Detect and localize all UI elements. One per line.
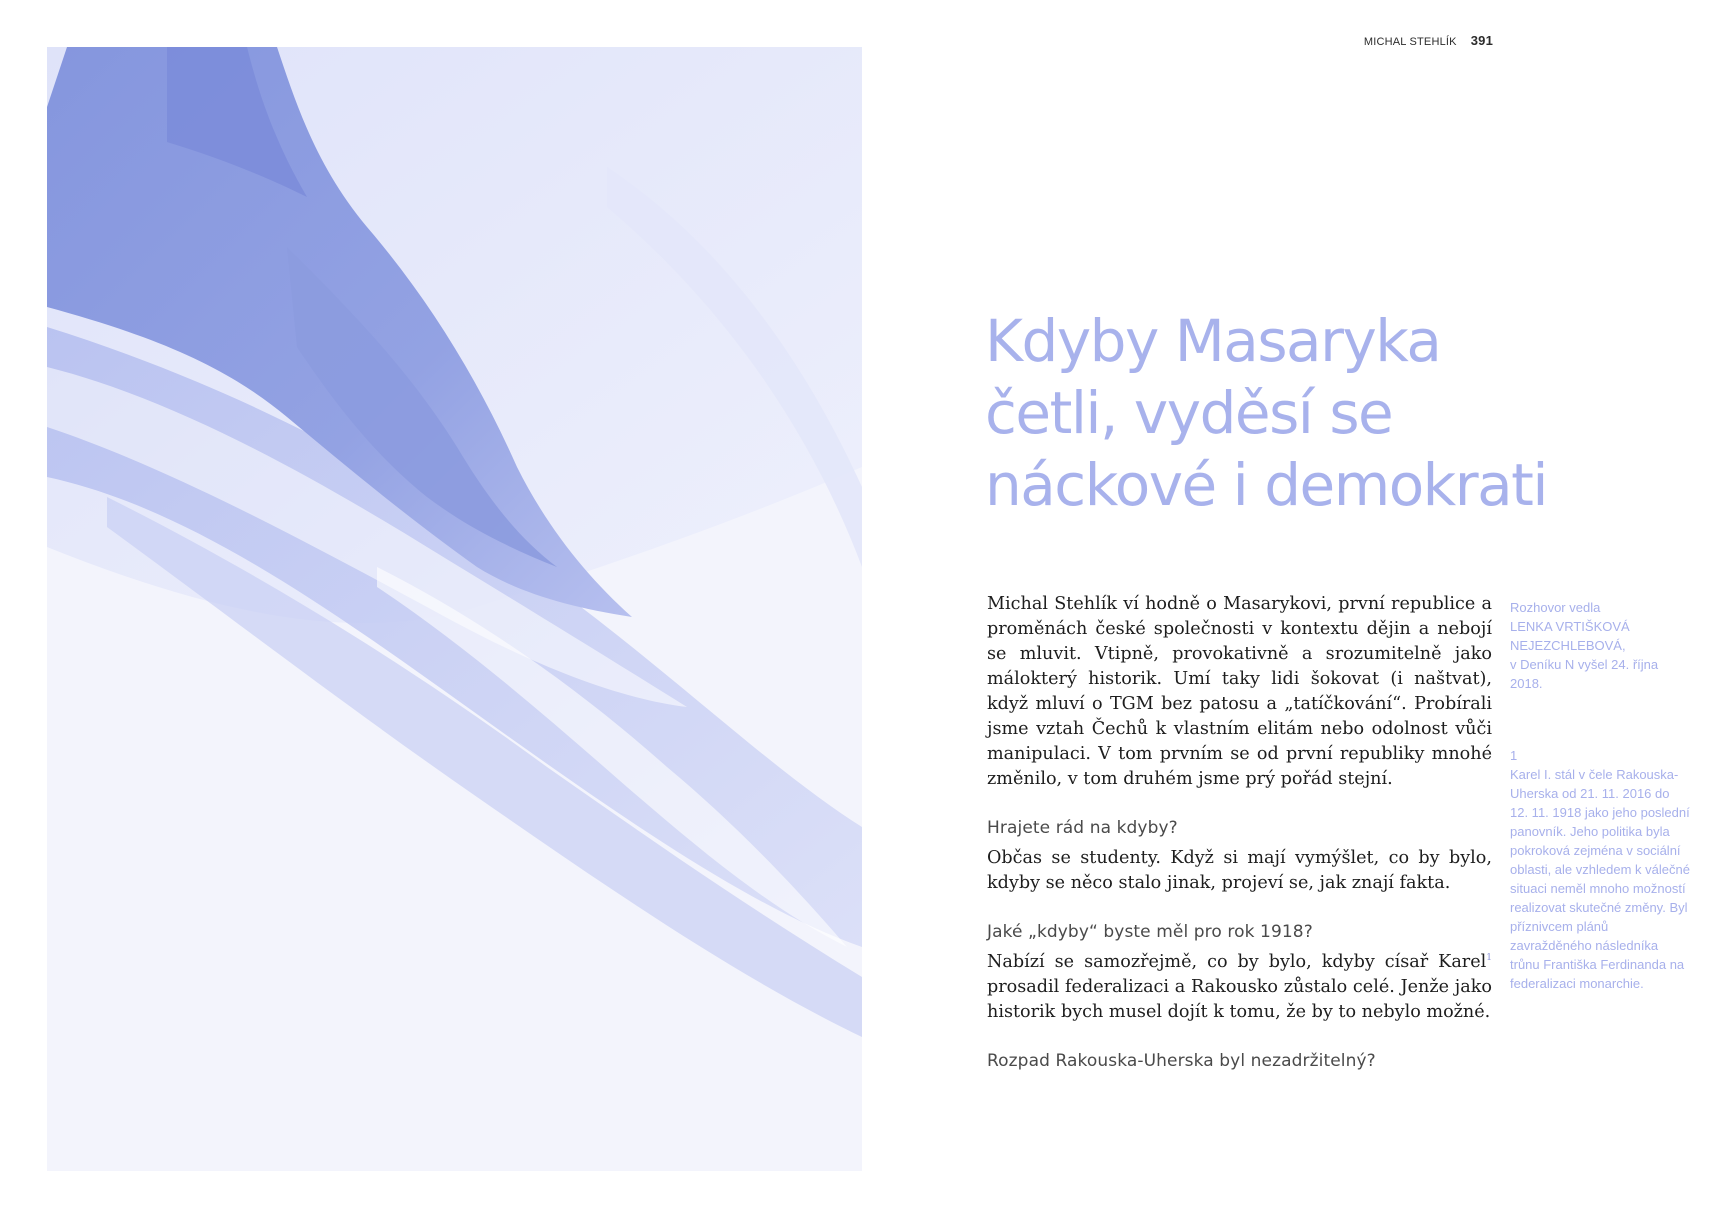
- interview-answer: Občas se studenty. Když si mají vymýšlet, co by bylo, kdyby se něco stalo jinak, projeví se, jak znají fakta.: [987, 848, 1492, 893]
- footnote-number: 1: [1510, 748, 1518, 763]
- title-line: četli, vyděsí se: [985, 379, 1393, 447]
- running-head: [1364, 33, 1493, 48]
- interview-credit: [1510, 598, 1690, 693]
- lead-paragraph: Michal Stehlík ví hodně o Masarykovi, první republice a proměnách české společnosti v kontextu dějin a nebojí se mluvit. Vtipně, provokativně a srozumitelně jako málokterý historik. Umí taky lidi šokovat (i naštvat), když mluví o TGM bez patosu a „tatíčkování“. Probírali jsme vztah Čechů k vlastním elitám nebo odolnost vůči manipulaci. V tom prvním se od první republiky mnohé změnilo, v tom druhém jsme prý pořád stejní.: [987, 594, 1492, 789]
- credit-intro: Rozhovor vedla: [1510, 600, 1601, 615]
- title-line: Kdyby Masaryka: [985, 307, 1441, 375]
- flag-photo: [47, 47, 862, 1171]
- running-head-author: MICHAL STEHLÍK: [1363, 36, 1457, 48]
- margin-notes: [1510, 598, 1690, 993]
- answer-text: Nabízí se samozřejmě, co by bylo, kdyby císař Karel: [987, 952, 1487, 972]
- interview-answer: [987, 950, 1492, 1025]
- credit-source: v Deníku N vyšel 24. října 2018.: [1510, 657, 1659, 691]
- title-line: náckové i demokrati: [985, 451, 1548, 519]
- credit-name: LENKA VRTIŠKOVÁ NEJEZCHLEBOVÁ,: [1510, 619, 1630, 653]
- footnote: [1510, 746, 1690, 993]
- footnote-reference[interactable]: 1: [1486, 953, 1492, 963]
- page-number: 391: [1470, 33, 1493, 48]
- footnote-text: Karel I. stál v čele Rakouska-Uherska od 21. 11. 2016 do 12. 11. 1918 jako jeho poslední panovník. Jeho politika byla pokroková zejména v sociální oblasti, ale vzhledem k válečné situaci neměl mnoho možností realizovat skutečné změny. Byl příznivcem plánů zavražděného následníka trůnu Františka Ferdinanda na federalizaci monarchie.: [1510, 767, 1690, 991]
- interview-question: Rozpad Rakouska-Uherska byl nezadržitelný?: [987, 1051, 1376, 1071]
- flag-photo-icon: [47, 47, 862, 1171]
- article-title: [985, 305, 1565, 521]
- interview-question: Jaké „kdyby“ byste měl pro rok 1918?: [987, 922, 1313, 942]
- interview-question: Hrajete rád na kdyby?: [987, 818, 1178, 838]
- answer-text: prosadil federalizaci a Rakousko zůstalo celé. Jenže jako historik bych musel dojít k tomu, že by to nebylo možné.: [987, 977, 1492, 1022]
- article-body: [987, 592, 1492, 1079]
